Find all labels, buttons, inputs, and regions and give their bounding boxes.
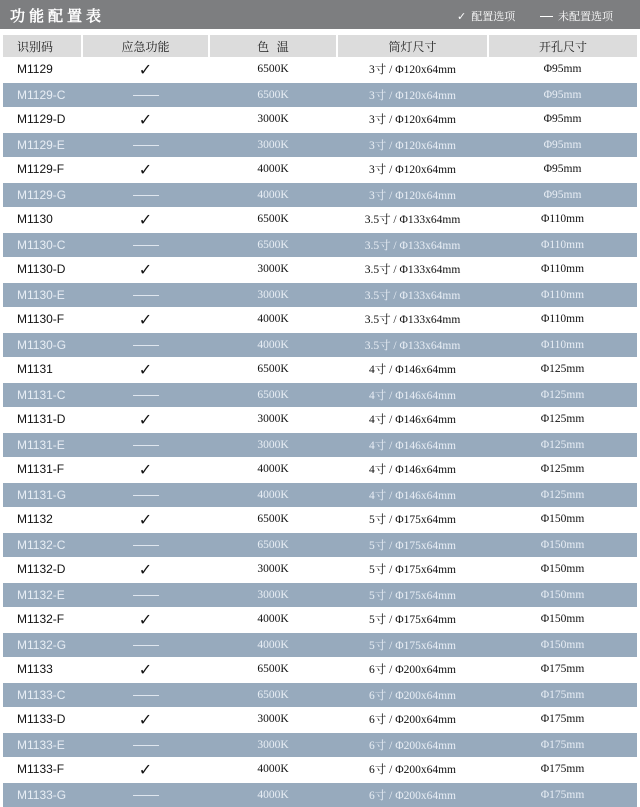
- cell-lamp-size: 6寸 / Φ200x64mm: [337, 707, 488, 732]
- dash-icon: [133, 145, 159, 146]
- cell-lamp-size: 4寸 / Φ146x64mm: [337, 457, 488, 482]
- cell-code: M1130-D: [3, 257, 82, 282]
- check-icon: ✓: [138, 609, 153, 629]
- cell-emergency: [82, 507, 209, 532]
- col-header-code: 识别码: [3, 35, 82, 57]
- cell-lamp-size: 3.5寸 / Φ133x64mm: [337, 332, 488, 357]
- dash-icon: [133, 345, 159, 346]
- cell-lamp-size: 3寸 / Φ120x64mm: [337, 182, 488, 207]
- cell-emergency: [82, 532, 209, 557]
- cell-code: M1129-D: [3, 107, 82, 132]
- cell-emergency: [82, 382, 209, 407]
- cell-color-temp: 4000K: [209, 757, 337, 782]
- table-row: [3, 532, 637, 557]
- cell-code: M1133-D: [3, 707, 82, 732]
- cell-emergency: [82, 282, 209, 307]
- cell-color-temp: 6500K: [209, 682, 337, 707]
- cell-emergency: [82, 207, 209, 232]
- cell-code: M1132-E: [3, 582, 82, 607]
- cell-emergency: [82, 682, 209, 707]
- table-row: [3, 557, 637, 582]
- cell-emergency: [82, 707, 209, 732]
- cell-emergency: [82, 457, 209, 482]
- cell-emergency: [82, 632, 209, 657]
- cell-color-temp: 6500K: [209, 532, 337, 557]
- cell-color-temp: 3000K: [209, 107, 337, 132]
- table-row: [3, 232, 637, 257]
- table-row: [3, 382, 637, 407]
- cell-hole-size: Φ95mm: [488, 157, 637, 182]
- cell-code: M1133-C: [3, 682, 82, 707]
- table-row: [3, 457, 637, 482]
- cell-code: M1129-F: [3, 157, 82, 182]
- cell-emergency: [82, 257, 209, 282]
- cell-hole-size: Φ125mm: [488, 407, 637, 432]
- cell-code: M1131-F: [3, 457, 82, 482]
- cell-code: M1132: [3, 507, 82, 532]
- cell-hole-size: Φ110mm: [488, 232, 637, 257]
- cell-hole-size: Φ125mm: [488, 482, 637, 507]
- table-body: [3, 57, 637, 807]
- dash-icon: [133, 495, 159, 496]
- cell-emergency: [82, 57, 209, 82]
- table-row: [3, 607, 637, 632]
- cell-hole-size: Φ150mm: [488, 582, 637, 607]
- table-row: [3, 632, 637, 657]
- cell-color-temp: 4000K: [209, 157, 337, 182]
- check-icon: ✓: [138, 159, 153, 179]
- dash-icon: [133, 245, 159, 246]
- cell-color-temp: 3000K: [209, 257, 337, 282]
- cell-color-temp: 3000K: [209, 707, 337, 732]
- cell-hole-size: Φ175mm: [488, 732, 637, 757]
- dash-icon: [133, 295, 159, 296]
- cell-emergency: [82, 557, 209, 582]
- cell-hole-size: Φ175mm: [488, 757, 637, 782]
- cell-color-temp: 4000K: [209, 607, 337, 632]
- page-title: 功能配置表: [10, 7, 106, 25]
- table-row: [3, 357, 637, 382]
- table-row: [3, 582, 637, 607]
- cell-code: M1130: [3, 207, 82, 232]
- cell-emergency: [82, 657, 209, 682]
- table-row: [3, 432, 637, 457]
- cell-lamp-size: 6寸 / Φ200x64mm: [337, 657, 488, 682]
- table-row: [3, 157, 637, 182]
- cell-emergency: [82, 432, 209, 457]
- cell-lamp-size: 3.5寸 / Φ133x64mm: [337, 232, 488, 257]
- cell-lamp-size: 3.5寸 / Φ133x64mm: [337, 282, 488, 307]
- check-icon: ✓: [138, 309, 153, 329]
- cell-hole-size: Φ95mm: [488, 82, 637, 107]
- cell-emergency: [82, 132, 209, 157]
- cell-code: M1130-F: [3, 307, 82, 332]
- cell-lamp-size: 6寸 / Φ200x64mm: [337, 757, 488, 782]
- cell-code: M1131-C: [3, 382, 82, 407]
- cell-code: M1130-G: [3, 332, 82, 357]
- cell-color-temp: 4000K: [209, 482, 337, 507]
- cell-code: M1133-E: [3, 732, 82, 757]
- cell-code: M1130-E: [3, 282, 82, 307]
- cell-lamp-size: 5寸 / Φ175x64mm: [337, 632, 488, 657]
- cell-color-temp: 4000K: [209, 307, 337, 332]
- cell-code: M1129: [3, 57, 82, 82]
- cell-code: M1129-E: [3, 132, 82, 157]
- table-row: [3, 332, 637, 357]
- cell-color-temp: 3000K: [209, 557, 337, 582]
- dash-icon: [133, 195, 159, 196]
- cell-hole-size: Φ150mm: [488, 632, 637, 657]
- cell-code: M1131-E: [3, 432, 82, 457]
- col-header-color-temp: 色 温: [209, 35, 337, 57]
- cell-color-temp: 3000K: [209, 132, 337, 157]
- dash-icon: [133, 595, 159, 596]
- cell-lamp-size: 4寸 / Φ146x64mm: [337, 357, 488, 382]
- cell-color-temp: 6500K: [209, 657, 337, 682]
- cell-hole-size: Φ110mm: [488, 332, 637, 357]
- legend-not-configured: [540, 8, 613, 24]
- cell-code: M1131: [3, 357, 82, 382]
- cell-emergency: [82, 482, 209, 507]
- cell-color-temp: 6500K: [209, 207, 337, 232]
- cell-lamp-size: 4寸 / Φ146x64mm: [337, 407, 488, 432]
- cell-code: M1129-C: [3, 82, 82, 107]
- cell-lamp-size: 5寸 / Φ175x64mm: [337, 607, 488, 632]
- cell-hole-size: Φ95mm: [488, 57, 637, 82]
- cell-code: M1131-G: [3, 482, 82, 507]
- cell-lamp-size: 4寸 / Φ146x64mm: [337, 382, 488, 407]
- cell-color-temp: 4000K: [209, 182, 337, 207]
- cell-hole-size: Φ125mm: [488, 457, 637, 482]
- cell-hole-size: Φ125mm: [488, 357, 637, 382]
- cell-color-temp: 6500K: [209, 507, 337, 532]
- cell-color-temp: 3000K: [209, 407, 337, 432]
- cell-code: M1132-G: [3, 632, 82, 657]
- cell-emergency: [82, 732, 209, 757]
- cell-emergency: [82, 607, 209, 632]
- cell-emergency: [82, 407, 209, 432]
- cell-code: M1132-C: [3, 532, 82, 557]
- cell-color-temp: 4000K: [209, 632, 337, 657]
- cell-hole-size: Φ175mm: [488, 782, 637, 807]
- cell-code: M1129-G: [3, 182, 82, 207]
- cell-hole-size: Φ95mm: [488, 182, 637, 207]
- cell-color-temp: 6500K: [209, 382, 337, 407]
- cell-hole-size: Φ110mm: [488, 257, 637, 282]
- cell-color-temp: 3000K: [209, 582, 337, 607]
- dash-icon: [133, 395, 159, 396]
- table-row: [3, 132, 637, 157]
- table-row: [3, 282, 637, 307]
- check-icon: ✓: [138, 259, 153, 279]
- cell-lamp-size: 3.5寸 / Φ133x64mm: [337, 207, 488, 232]
- cell-hole-size: Φ150mm: [488, 532, 637, 557]
- cell-lamp-size: 6寸 / Φ200x64mm: [337, 782, 488, 807]
- table-row: [3, 707, 637, 732]
- check-icon: ✓: [138, 709, 153, 729]
- table-row: [3, 782, 637, 807]
- col-header-hole-size: 开孔尺寸: [488, 35, 637, 57]
- cell-hole-size: Φ175mm: [488, 707, 637, 732]
- cell-lamp-size: 3寸 / Φ120x64mm: [337, 132, 488, 157]
- dash-icon: [133, 545, 159, 546]
- cell-color-temp: 4000K: [209, 782, 337, 807]
- cell-emergency: [82, 82, 209, 107]
- check-icon: ✓: [138, 509, 153, 529]
- cell-color-temp: 6500K: [209, 57, 337, 82]
- cell-code: M1130-C: [3, 232, 82, 257]
- legend-configured-label: 配置选项: [471, 10, 516, 23]
- cell-hole-size: Φ110mm: [488, 282, 637, 307]
- table-row: [3, 757, 637, 782]
- check-icon: ✓: [138, 409, 153, 429]
- cell-emergency: [82, 582, 209, 607]
- table-row: [3, 507, 637, 532]
- dash-icon: [133, 645, 159, 646]
- cell-code: M1133-G: [3, 782, 82, 807]
- cell-emergency: [82, 157, 209, 182]
- dash-icon: [133, 795, 159, 796]
- title-bar: [0, 0, 640, 29]
- dash-icon: [133, 445, 159, 446]
- cell-code: M1131-D: [3, 407, 82, 432]
- dash-icon: [540, 16, 553, 17]
- table-row: [3, 57, 637, 82]
- check-icon: ✓: [138, 59, 153, 79]
- cell-lamp-size: 3.5寸 / Φ133x64mm: [337, 257, 488, 282]
- cell-color-temp: 3000K: [209, 732, 337, 757]
- cell-code: M1132-D: [3, 557, 82, 582]
- check-icon: ✓: [138, 459, 153, 479]
- check-icon: ✓: [138, 759, 153, 779]
- col-header-emergency: 应急功能: [82, 35, 209, 57]
- cell-lamp-size: 4寸 / Φ146x64mm: [337, 432, 488, 457]
- table-row: [3, 482, 637, 507]
- cell-color-temp: 3000K: [209, 432, 337, 457]
- cell-lamp-size: 6寸 / Φ200x64mm: [337, 682, 488, 707]
- col-header-lamp-size: 筒灯尺寸: [337, 35, 488, 57]
- cell-lamp-size: 3寸 / Φ120x64mm: [337, 107, 488, 132]
- cell-lamp-size: 5寸 / Φ175x64mm: [337, 507, 488, 532]
- cell-hole-size: Φ95mm: [488, 132, 637, 157]
- cell-hole-size: Φ150mm: [488, 557, 637, 582]
- check-icon: ✓: [138, 109, 153, 129]
- table-row: [3, 407, 637, 432]
- cell-color-temp: 3000K: [209, 282, 337, 307]
- cell-emergency: [82, 182, 209, 207]
- cell-hole-size: Φ175mm: [488, 682, 637, 707]
- cell-code: M1133: [3, 657, 82, 682]
- table-row: [3, 182, 637, 207]
- cell-lamp-size: 3寸 / Φ120x64mm: [337, 82, 488, 107]
- dash-icon: [133, 695, 159, 696]
- table-row: [3, 82, 637, 107]
- cell-hole-size: Φ125mm: [488, 382, 637, 407]
- cell-hole-size: Φ150mm: [488, 607, 637, 632]
- check-icon: ✓: [138, 659, 153, 679]
- cell-hole-size: Φ175mm: [488, 657, 637, 682]
- cell-color-temp: 4000K: [209, 332, 337, 357]
- cell-lamp-size: 6寸 / Φ200x64mm: [337, 732, 488, 757]
- cell-hole-size: Φ125mm: [488, 432, 637, 457]
- cell-emergency: [82, 107, 209, 132]
- cell-emergency: [82, 357, 209, 382]
- cell-color-temp: 6500K: [209, 82, 337, 107]
- table-row: [3, 307, 637, 332]
- check-icon: ✓: [138, 559, 153, 579]
- cell-emergency: [82, 757, 209, 782]
- table-row: [3, 657, 637, 682]
- dash-icon: [133, 745, 159, 746]
- cell-code: M1132-F: [3, 607, 82, 632]
- table-row: [3, 682, 637, 707]
- dash-icon: [133, 95, 159, 96]
- cell-lamp-size: 3寸 / Φ120x64mm: [337, 57, 488, 82]
- check-icon: ✓: [457, 10, 467, 23]
- cell-lamp-size: 5寸 / Φ175x64mm: [337, 582, 488, 607]
- cell-color-temp: 4000K: [209, 457, 337, 482]
- legend-configured: [457, 8, 515, 24]
- cell-emergency: [82, 332, 209, 357]
- cell-lamp-size: 3.5寸 / Φ133x64mm: [337, 307, 488, 332]
- cell-lamp-size: 5寸 / Φ175x64mm: [337, 557, 488, 582]
- cell-hole-size: Φ150mm: [488, 507, 637, 532]
- table-row: [3, 207, 637, 232]
- cell-code: M1133-F: [3, 757, 82, 782]
- cell-hole-size: Φ110mm: [488, 307, 637, 332]
- table-row: [3, 732, 637, 757]
- cell-lamp-size: 4寸 / Φ146x64mm: [337, 482, 488, 507]
- cell-emergency: [82, 307, 209, 332]
- table-header-row: [3, 35, 637, 57]
- check-icon: ✓: [138, 209, 153, 229]
- cell-emergency: [82, 782, 209, 807]
- legend-not-configured-label: 未配置选项: [558, 10, 613, 23]
- cell-hole-size: Φ95mm: [488, 107, 637, 132]
- cell-color-temp: 6500K: [209, 232, 337, 257]
- cell-lamp-size: 3寸 / Φ120x64mm: [337, 157, 488, 182]
- cell-color-temp: 6500K: [209, 357, 337, 382]
- cell-hole-size: Φ110mm: [488, 207, 637, 232]
- cell-emergency: [82, 232, 209, 257]
- table-row: [3, 107, 637, 132]
- table-row: [3, 257, 637, 282]
- cell-lamp-size: 5寸 / Φ175x64mm: [337, 532, 488, 557]
- check-icon: ✓: [138, 359, 153, 379]
- config-table: [3, 35, 637, 807]
